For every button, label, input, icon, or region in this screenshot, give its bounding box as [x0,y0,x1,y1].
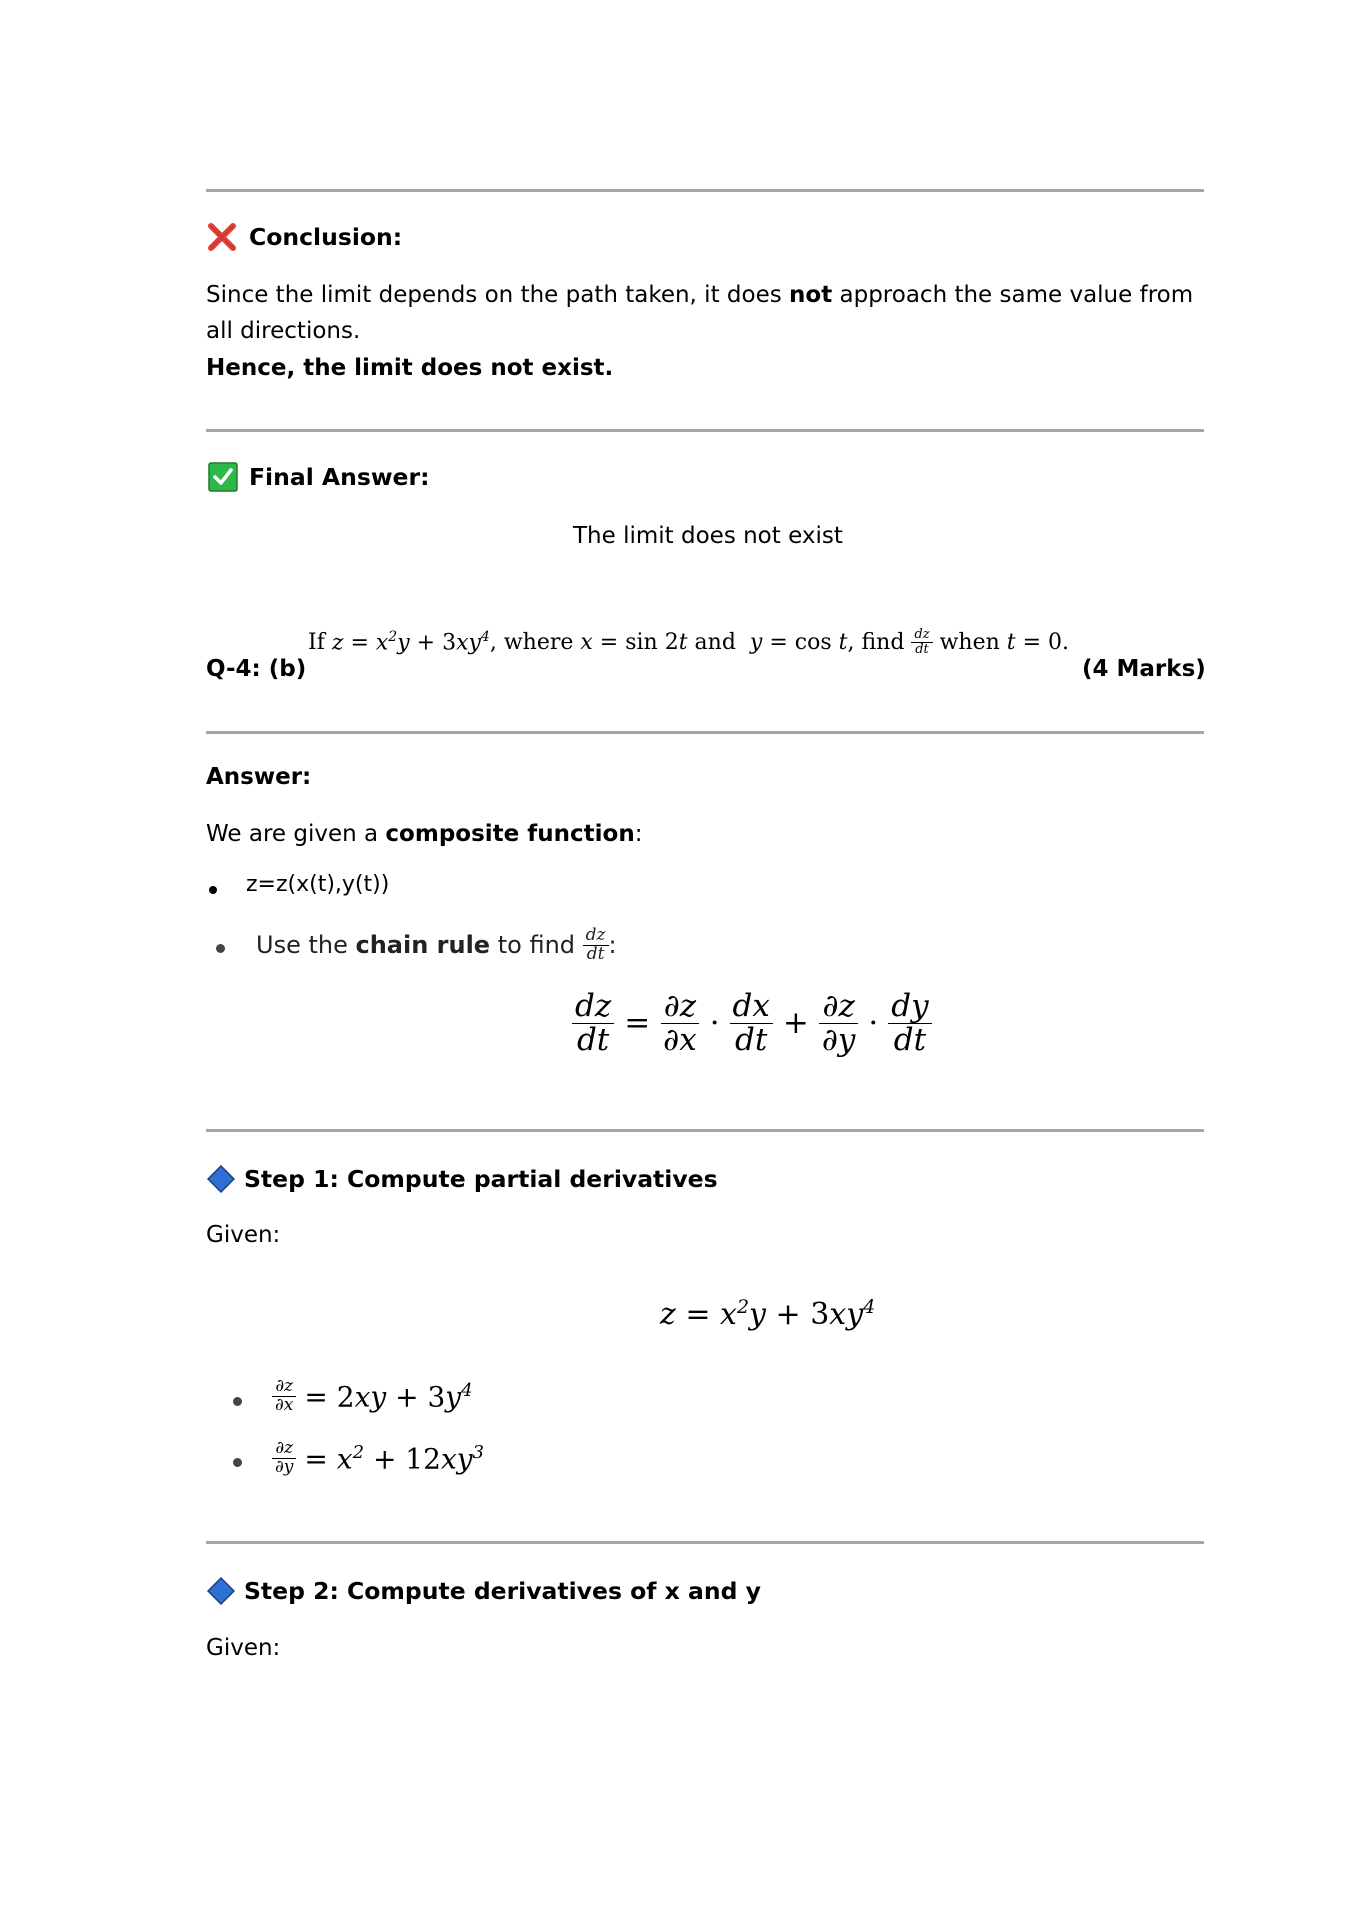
answer-intro-part: : [634,821,643,847]
answer-intro [206,816,642,852]
blue-diamond-icon [207,1577,235,1605]
cross-mark-icon [207,222,237,252]
question-label: Q-4: (b) [206,656,307,682]
eq-dzdt: $\frac{dz}{dt}$ [572,990,614,1056]
answer-intro-bold: composite function [385,821,635,847]
eq-dxdt: $\frac{dx}{dt}$ [730,990,773,1056]
chain-rule-text: to find [490,931,576,960]
check-mark-icon [208,462,238,492]
step2-given: Given: [206,1635,281,1661]
chain-rule-text: Use the [256,931,356,960]
bullet [233,1458,242,1467]
bullet [209,886,217,894]
partial-y-equation: $\frac{\partial z}{\partial y}$ = $x^2 + 12xy^3$ [272,1440,484,1477]
step1-heading: Step 1: Compute partial derivatives [244,1165,718,1193]
partial-x-frac: $\frac{\partial z}{\partial x}$ [272,1378,296,1415]
step1-z-equation: $z = x^2y + 3xy^4$ [660,1296,876,1332]
divider [206,429,1204,432]
bullet [233,1397,242,1406]
bullet-chain-rule: Use the chain rule to find $\frac{dz}{dt}$ : [256,925,617,964]
conclusion-text-part: Since the limit depends on the path taken, it does [206,282,790,308]
bullet-composite: z=z(x(t),y(t)) [246,872,390,897]
question-y-def: y = cos t [749,629,848,655]
chain-rule-dzdt: $\frac{dz}{dt}$ [583,927,609,964]
partial-x-equation: $\frac{\partial z}{\partial x}$ = $2xy + 3y^4$ [272,1378,473,1415]
final-answer-heading: Final Answer: [249,463,430,491]
eq-dz-dy-partial: $\frac{\partial z}{\partial y}$ [819,990,859,1056]
final-answer-text: The limit does not exist [573,523,843,549]
divider [206,731,1204,734]
conclusion-heading: Conclusion: [249,223,403,251]
question-statement [308,628,1069,656]
conclusion-text [206,277,1196,349]
eq-dz-dx-partial: $\frac{\partial z}{\partial x}$ [660,990,700,1056]
step1-given: Given: [206,1222,281,1248]
chain-rule-bold: chain rule [355,931,491,960]
question-dzdt: $\frac{dz}{dt}$ [911,628,932,656]
question-x-def: x = sin 2t [580,629,688,655]
question-text: and [694,629,736,655]
conclusion-text-part: approach the same value from all directions. [206,282,1194,344]
question-equation: $z = x^2y + 3xy^4$ [331,628,490,656]
question-text: , where [489,629,574,655]
conclusion-text-bold: not [789,282,833,308]
divider [206,1129,1204,1132]
step2-heading: Step 2: Compute derivatives of x and y [244,1577,761,1605]
eq-dydt: $\frac{dy}{dt}$ [888,990,931,1056]
answer-heading: Answer: [206,764,312,790]
partial-y-frac: $\frac{\partial z}{\partial y}$ [272,1440,296,1477]
chain-rule-equation: $\frac{dz}{dt}$ = $\frac{\partial z}{\partial x}$ · $\frac{dx}{dt}$ + $\frac{\partial z}{\partial y}$ · $\frac{dy}{dt}$ [572,990,932,1056]
question-text: when [939,629,1000,655]
divider [206,1541,1204,1544]
divider [206,189,1204,192]
answer-intro-part: We are given a [206,821,386,847]
bullet [216,944,225,953]
blue-diamond-icon [207,1165,235,1193]
question-condition: t = 0. [1006,629,1070,655]
conclusion-final-line: Hence, the limit does not exist. [206,355,614,381]
question-text: If [308,629,325,655]
question-marks: (4 Marks) [1082,656,1206,682]
question-text: , find [847,629,905,655]
